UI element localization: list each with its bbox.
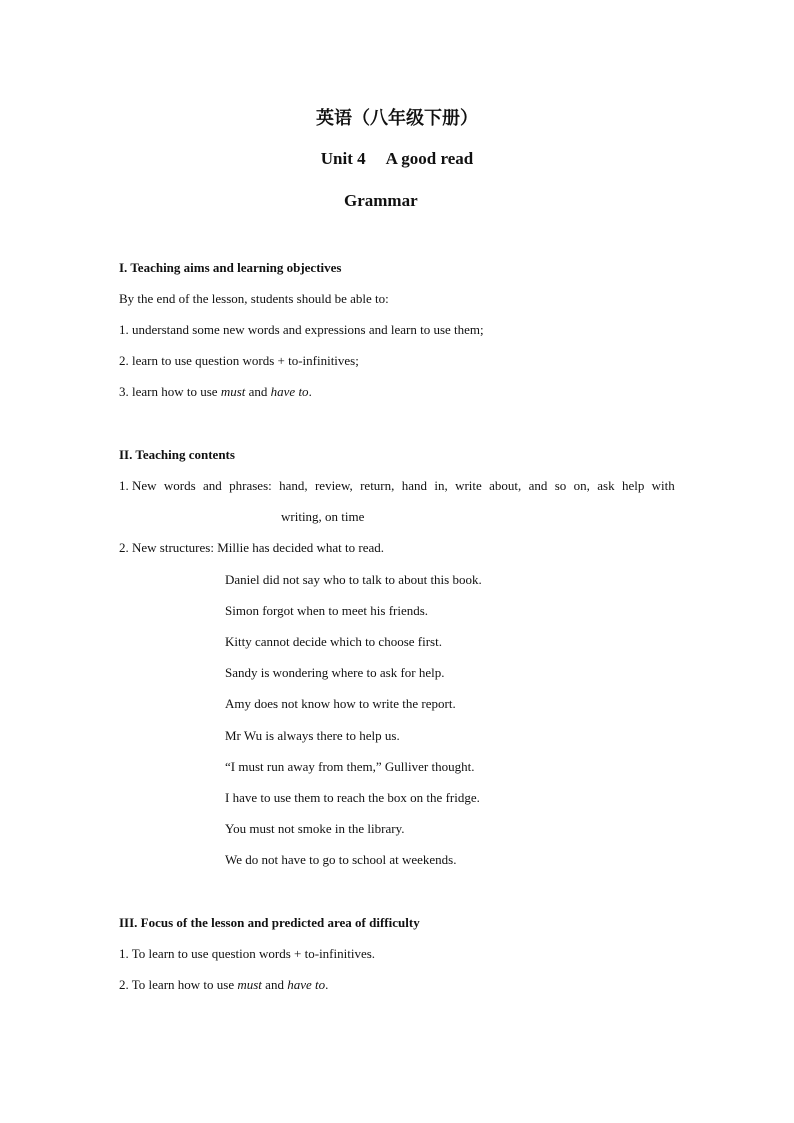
unit-name: A good read (385, 149, 474, 168)
structure-sentence: Millie has decided what to read. (217, 540, 384, 555)
structure-sentence: You must not smoke in the library. (225, 821, 405, 836)
structure-sentence: We do not have to go to school at weekends. (225, 852, 457, 867)
focus-item: 1. To learn to use question words + to-infinitives. (119, 946, 376, 961)
structure-sentence: “I must run away from them,” Gulliver thought. (225, 759, 475, 774)
section-heading-contents: II. Teaching contents (119, 447, 235, 462)
structure-sentence: Amy does not know how to write the report. (225, 696, 456, 711)
new-words-line: 1. New words and phrases: hand, review, return, hand in, write about, and so on, ask help with (119, 478, 675, 493)
section-heading-aims: I. Teaching aims and learning objectives (119, 260, 342, 275)
document-title: 英语（八年级下册） (316, 108, 478, 128)
structures-first-line (119, 540, 384, 556)
unit-label: Unit 4 (320, 149, 366, 168)
aims-item: 3. learn how to use must and have to. (119, 384, 312, 399)
aims-item: 2. learn to use question words + to-infinitives; (119, 353, 359, 368)
structure-sentence: Mr Wu is always there to help us. (225, 728, 400, 743)
structure-sentence: Daniel did not say who to talk to about this book. (225, 572, 482, 587)
aims-intro: By the end of the lesson, students should be able to: (119, 291, 389, 306)
structure-sentence: Kitty cannot decide which to choose first. (225, 634, 442, 649)
aims-item: 1. understand some new words and expressions and learn to use them; (119, 322, 484, 337)
new-words-continuation: writing, on time (281, 509, 365, 524)
lesson-subtitle: Grammar (344, 191, 418, 210)
unit-title (0, 149, 794, 169)
structure-sentence: Sandy is wondering where to ask for help. (225, 665, 445, 680)
focus-item: 2. To learn how to use must and have to. (119, 977, 329, 992)
section-heading-focus: III. Focus of the lesson and predicted area of difficulty (119, 915, 420, 930)
structure-sentence: I have to use them to reach the box on the fridge. (225, 790, 480, 805)
structure-sentence: Simon forgot when to meet his friends. (225, 603, 429, 618)
structures-label: 2. New structures: (119, 540, 218, 555)
